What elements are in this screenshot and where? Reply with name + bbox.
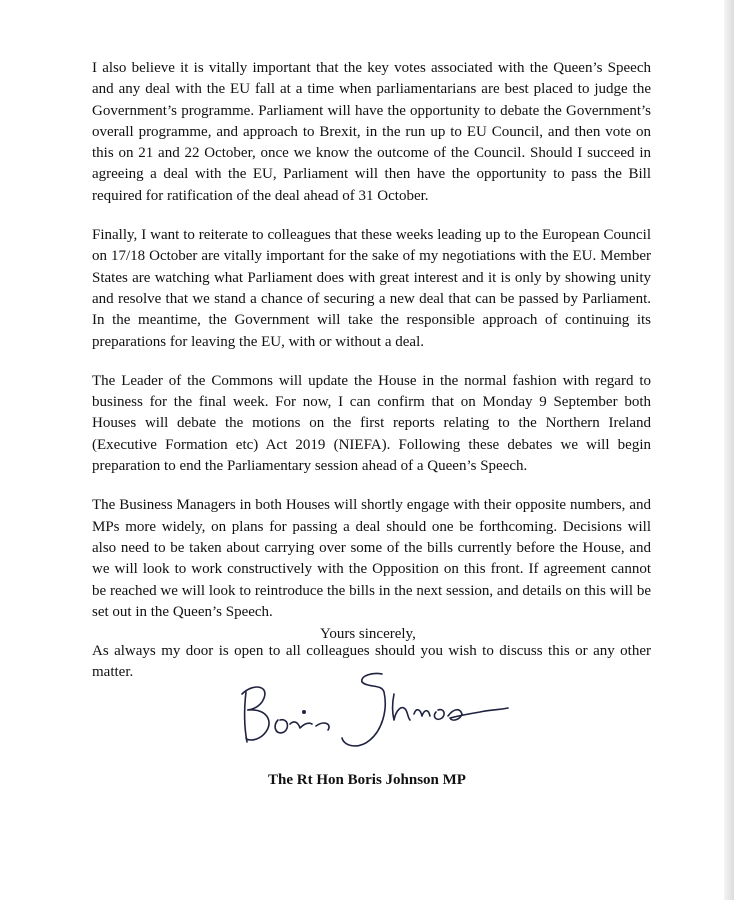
closing-salutation: Yours sincerely, (320, 626, 416, 642)
paragraph-european-council: Finally, I want to reiterate to colleagues that these weeks leading up to the European Council on 17/18 October are vitally important for the sake of my negotiations with the EU. Member States are watching what Parliament does with great interest and it is only by showing unity and resolve that we stand a chance of securing a new deal that can be passed by Parliament. In the meantime, the Government will take the responsible approach of continuing its preparations for leaving the EU, with or without a deal. (92, 227, 651, 350)
signatory-name: The Rt Hon Boris Johnson MP (268, 772, 466, 788)
paragraph-key-votes: I also believe it is vitally important that the key votes associated with the Queen’s Speech and any deal with the EU fall at a time when parliamentarians are best placed to judge the Government’s programme. Parliament will have the opportunity to debate the Government’s overall programme, and approach to Brexit, in the run up to EU Council, and then vote on this on 21 and 22 October, once we know the outcome of the Council. Should I succeed in agreeing a deal with the EU, Parliament will then have the opportunity to pass the Bill required for ratification of the deal ahead of 31 October. (92, 60, 651, 204)
handwritten-signature (232, 664, 522, 754)
letter-body (92, 58, 651, 702)
paragraph-door-open: As always my door is open to all colleagues should you wish to discuss this or any other matter. (92, 643, 651, 681)
paragraph-leader-of-commons: The Leader of the Commons will update the House in the normal fashion with regard to business for the final week. For now, I can confirm that on Monday 9 September both Houses will debate the motions on the first reports relating to the Northern Ireland (Executive Formation etc) Act 2019 (NIEFA). Following these debates we will begin preparation to end the Parliamentary session ahead of a Queen’s Speech. (92, 372, 651, 475)
page-edge-shadow (724, 0, 734, 900)
paragraph-business-managers: The Business Managers in both Houses will shortly engage with their opposite numbers, and MPs more widely, on plans for passing a deal should one be forthcoming. Decisions will also need to be taken about carrying over some of the bills currently before the House, and we will look to work constructively with the Opposition on this front. If agreement cannot be reached we will look to reintroduce the bills in the next session, and details on this will be set out in the Queen’s Speech. (92, 497, 651, 620)
